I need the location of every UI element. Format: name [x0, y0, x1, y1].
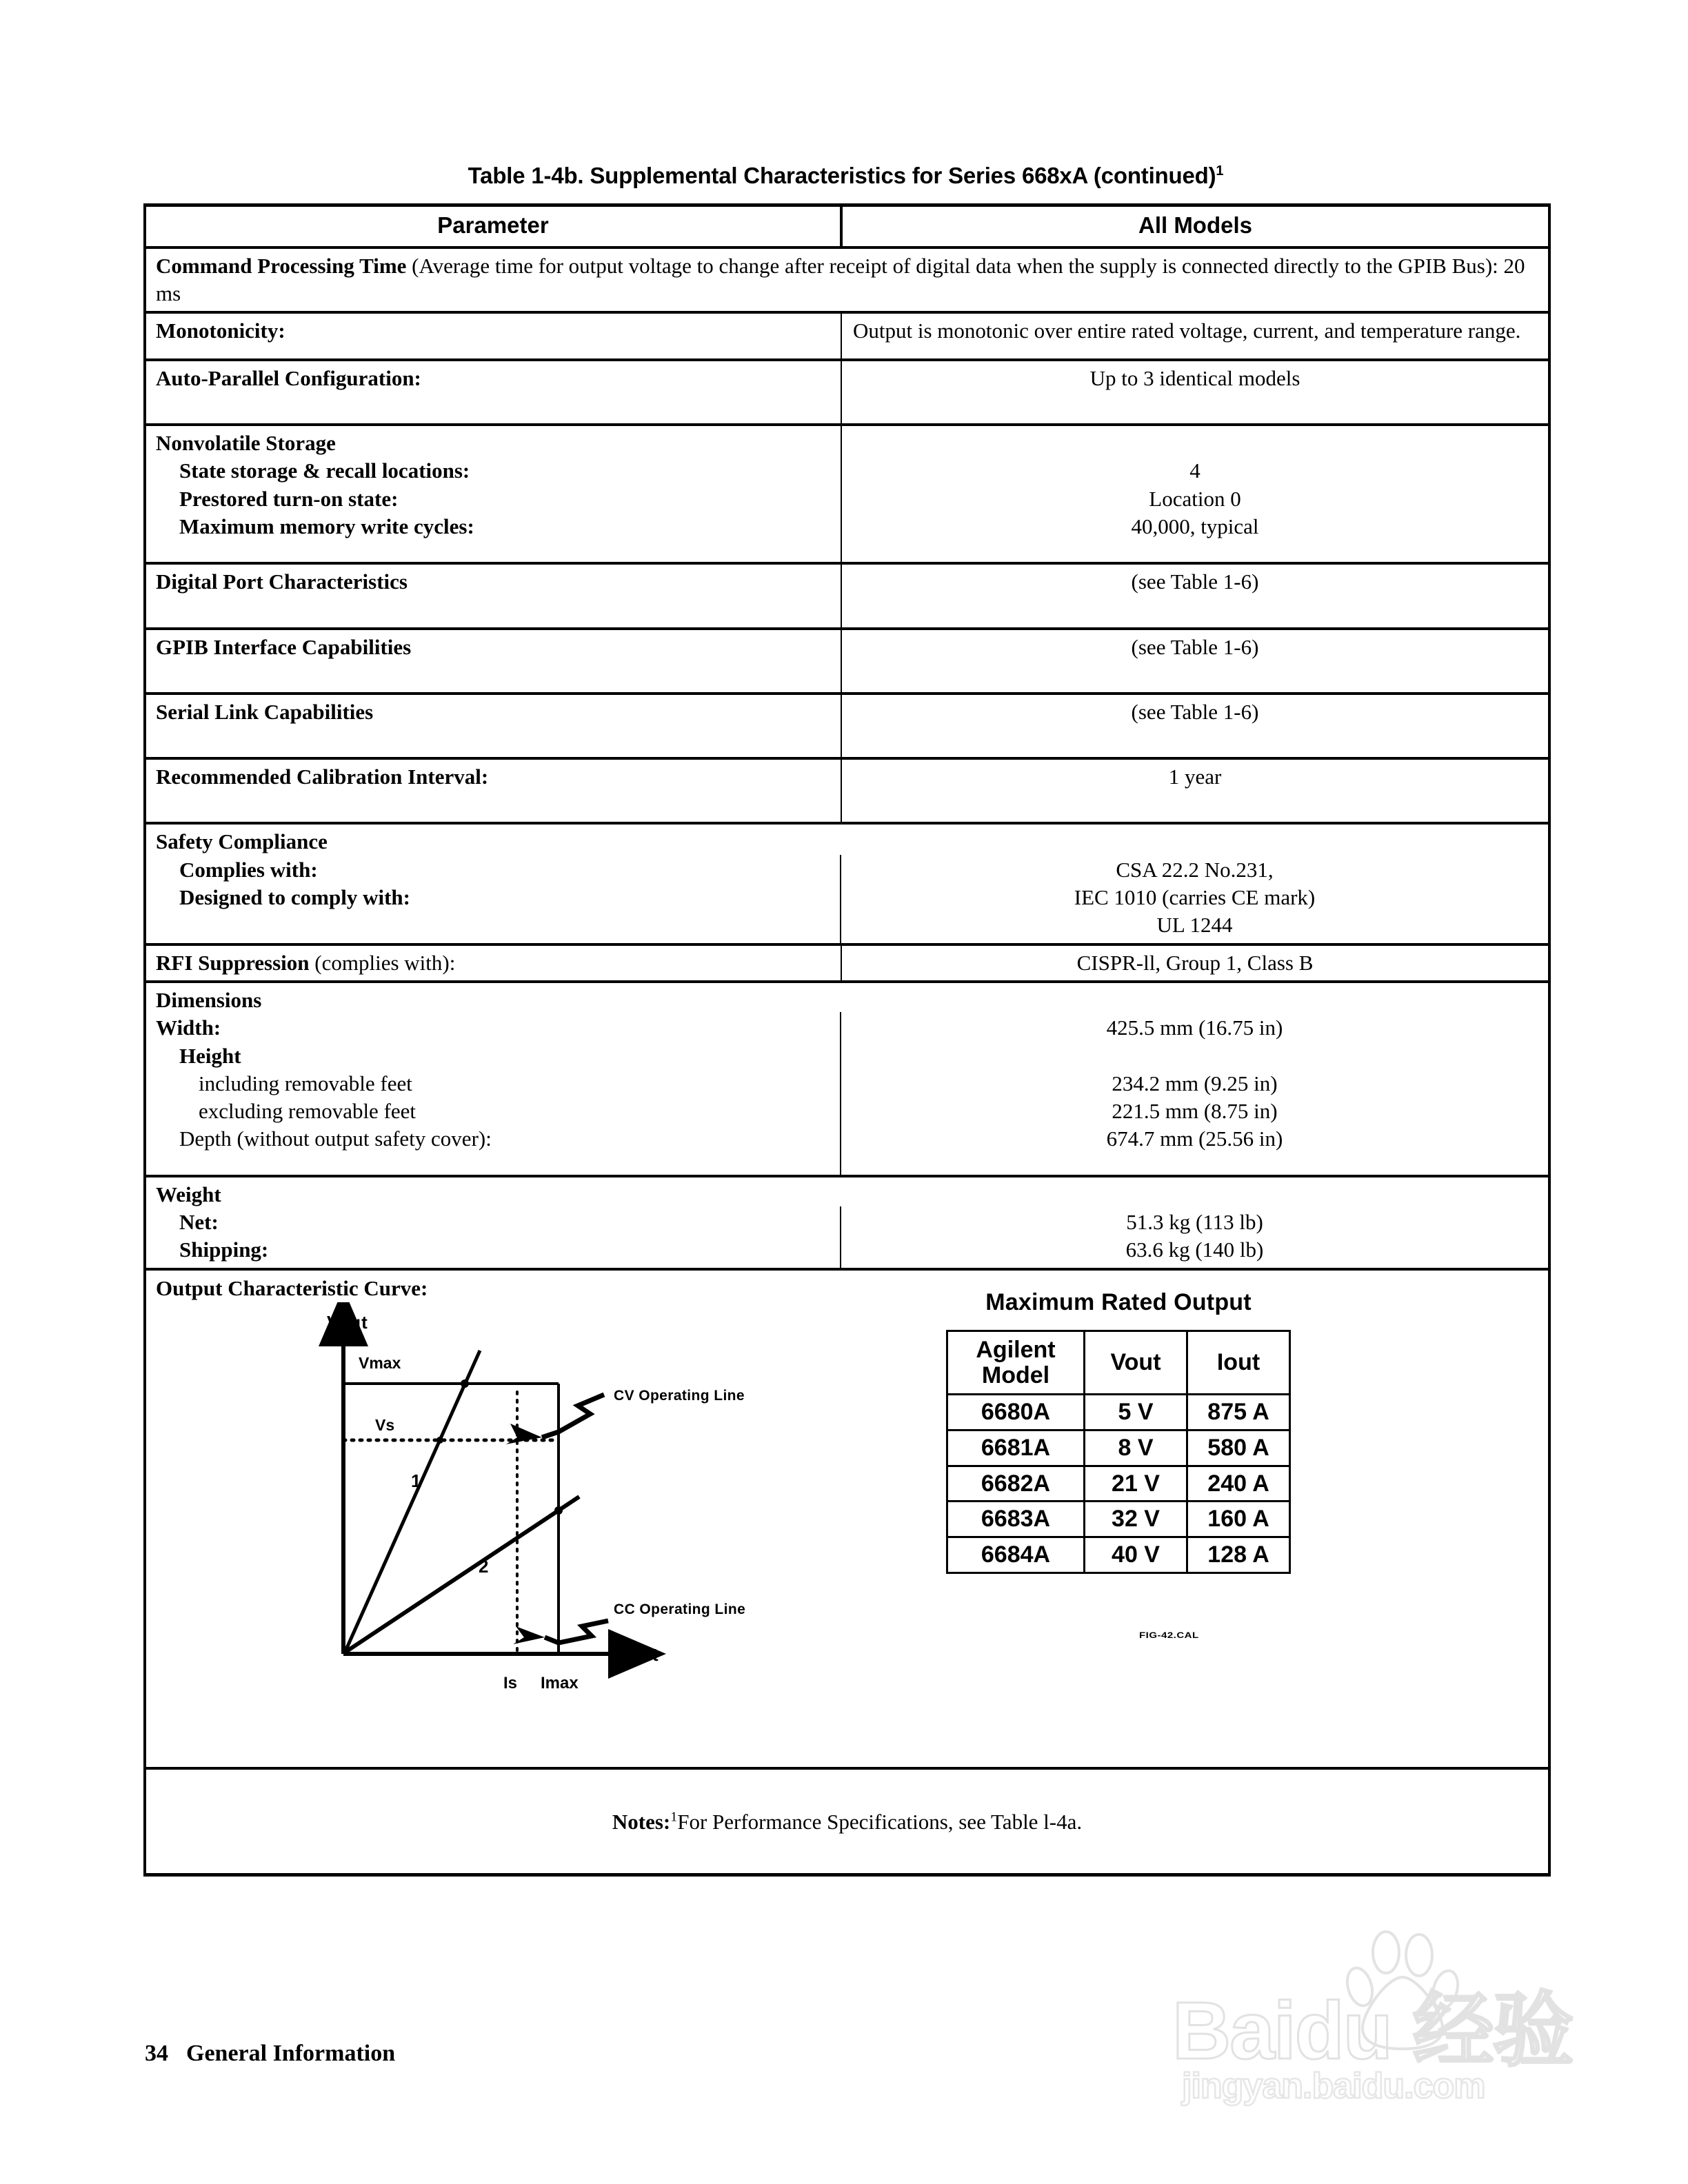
rated-vout: 40 V [1084, 1537, 1187, 1573]
baidu-watermark-url: jingyan.baidu.com [1182, 2066, 1485, 2106]
rated-vout: 8 V [1084, 1430, 1187, 1466]
rated-output-table [946, 1330, 1291, 1574]
row-serial-link-value: (see Table 1-6) [841, 694, 1549, 758]
row-label: GPIB Interface Capabilities [156, 634, 412, 659]
value-line: 51.3 kg (113 lb) [1126, 1210, 1263, 1235]
table-row [145, 1269, 1549, 1768]
rated-vout: 5 V [1084, 1395, 1187, 1430]
table-row [145, 758, 1549, 823]
table-row [145, 694, 1549, 758]
table-row [145, 1768, 1549, 1875]
cc-callout-leader [545, 1621, 608, 1643]
column-header-parameter: Parameter [145, 205, 841, 247]
cell-divider [840, 1012, 841, 1175]
row-serial-link-label [145, 694, 841, 758]
row-weight-label [145, 1176, 841, 1269]
row-text: (complies with): [309, 950, 456, 975]
row-label: Serial Link Capabilities [156, 699, 374, 724]
notes-body: For Performance Specifications, see Table l-4a. [677, 1809, 1083, 1834]
rated-model: 6684A [947, 1537, 1085, 1573]
value-line: UL 1244 [1156, 913, 1233, 938]
figure-label: Output Characteristic Curve: [156, 1275, 428, 1300]
rated-vout: 32 V [1084, 1502, 1187, 1537]
rated-table-row [947, 1502, 1290, 1537]
rated-iout: 128 A [1187, 1537, 1290, 1573]
row-heading: Weight [156, 1182, 221, 1206]
vmax-label: Vmax [359, 1353, 401, 1372]
row-safety-compliance-value [841, 823, 1549, 944]
rated-iout: 580 A [1187, 1430, 1290, 1466]
value-line: 4 [1189, 458, 1200, 483]
row-subitem: Maximum memory write cycles: [179, 514, 474, 538]
table-caption [143, 163, 1548, 189]
intersection-dot-cc [554, 1506, 563, 1515]
x-axis-label: Iout [623, 1644, 659, 1665]
rated-iout: 240 A [1187, 1466, 1290, 1502]
vs-label: Vs [375, 1415, 395, 1434]
row-label: Digital Port Characteristics [156, 569, 408, 594]
rated-header-row [947, 1331, 1290, 1394]
rated-col-iout: Iout [1187, 1331, 1290, 1394]
row-dimensions-label [145, 982, 841, 1176]
row-subitem: including removable feet [199, 1071, 412, 1095]
rated-iout: 160 A [1187, 1502, 1290, 1537]
table-row [145, 563, 1549, 628]
rated-col-model-line2: Model [981, 1362, 1050, 1388]
table-row [145, 247, 1549, 313]
row-heading: Dimensions [156, 987, 262, 1012]
is-label: Is [503, 1673, 518, 1692]
row-safety-compliance-label [145, 823, 841, 944]
value-line: 40,000, typical [1131, 514, 1259, 538]
cell-divider [840, 855, 841, 942]
rated-model: 6681A [947, 1430, 1085, 1466]
value-line: 234.2 mm (9.25 in) [1112, 1071, 1278, 1095]
rated-col-model [947, 1331, 1085, 1394]
table-row [145, 312, 1549, 359]
rated-table-row [947, 1466, 1290, 1502]
rated-model: 6680A [947, 1395, 1085, 1430]
row-subitem: Height [179, 1043, 241, 1068]
page-footer [145, 2041, 395, 2067]
value-line: CSA 22.2 No.231, [1116, 857, 1274, 882]
row-rfi-suppression-label [145, 944, 841, 982]
rated-table-row [947, 1430, 1290, 1466]
row-subitem: Depth (without output safety cover): [179, 1126, 492, 1151]
table-row [145, 944, 1549, 982]
row-label: Auto-Parallel Configuration: [156, 365, 421, 390]
row-label: RFI Suppression [156, 950, 310, 975]
maximum-rated-output-block [901, 1287, 1336, 1574]
rated-table-row [947, 1537, 1290, 1573]
row-monotonicity-value: Output is monotonic over entire rated voltage, current, and temperature range. [841, 312, 1549, 359]
value-line: 425.5 mm (16.75 in) [1106, 1015, 1283, 1040]
row-monotonicity-label [145, 312, 841, 359]
figure-container [146, 1271, 1548, 1767]
row-subitem: Net: [179, 1210, 219, 1235]
supplemental-characteristics-table [143, 203, 1551, 1877]
rated-model: 6683A [947, 1502, 1085, 1537]
row-calibration-interval-label [145, 758, 841, 823]
row-weight-value [841, 1176, 1549, 1269]
rated-col-vout: Vout [1084, 1331, 1187, 1394]
notes-marker: 1 [670, 1809, 678, 1825]
load-line-2-label: 2 [479, 1555, 489, 1577]
row-dimensions-value [841, 982, 1549, 1176]
row-label: Monotonicity: [156, 318, 285, 343]
cc-operating-line-label: CC Operating Line [614, 1601, 746, 1617]
imax-label: Imax [541, 1673, 579, 1692]
notes-text [146, 1808, 1548, 1836]
notes-label: Notes: [612, 1809, 671, 1834]
table-row [145, 425, 1549, 563]
rated-model: 6682A [947, 1466, 1085, 1502]
row-subitem: State storage & recall locations: [179, 458, 470, 483]
row-label: Recommended Calibration Interval: [156, 765, 489, 789]
row-calibration-interval-value: 1 year [841, 758, 1549, 823]
rated-vout: 21 V [1084, 1466, 1187, 1502]
rated-output-title: Maximum Rated Output [985, 1288, 1252, 1315]
row-heading: Nonvolatile Storage [156, 431, 336, 456]
row-subitem: Prestored turn-on state: [179, 486, 399, 511]
cv-operating-line-label: CV Operating Line [614, 1387, 745, 1404]
row-text: (Average time for output voltage to change after receipt of digital data when the supply is connected directly to the GPIB Bus): 20 ms [156, 253, 1525, 306]
load-line-1-label: 1 [411, 1470, 421, 1491]
rated-table-row [947, 1395, 1290, 1430]
row-output-characteristic-curve [145, 1269, 1549, 1768]
table-header-row [145, 205, 1549, 247]
value-line: 674.7 mm (25.56 in) [1106, 1126, 1283, 1151]
row-subitem: Width: [156, 1015, 221, 1040]
value-line: 63.6 kg (140 lb) [1125, 1237, 1264, 1262]
y-axis-label: Vout [327, 1311, 368, 1333]
value-line: Location 0 [1149, 486, 1241, 511]
row-auto-parallel-value: Up to 3 identical models [841, 360, 1549, 425]
row-subitem: Designed to comply with: [179, 885, 410, 910]
row-rfi-suppression-value: CISPR-ll, Group 1, Class B [841, 944, 1549, 982]
baidu-paw-icon [1332, 1923, 1470, 2054]
row-label: Command Processing Time [156, 253, 407, 278]
row-digital-port-value: (see Table 1-6) [841, 563, 1549, 628]
baidu-watermark-brand: Baidu 经验 [1172, 1985, 1573, 2076]
table-row [145, 1176, 1549, 1269]
table-row [145, 629, 1549, 694]
intersection-dot-vs [436, 1437, 443, 1444]
row-subitem: excluding removable feet [199, 1099, 416, 1124]
table-caption-text: Table 1-4b. Supplemental Characteristics for Series 668xA (continued) [468, 163, 1216, 188]
intersection-dot-cv [461, 1379, 469, 1388]
rated-col-model-line1: Agilent [976, 1336, 1056, 1363]
rated-iout: 875 A [1187, 1395, 1290, 1430]
row-nonvolatile-storage-label [145, 425, 841, 563]
figure-reference-code: FIG-42.CAL [1139, 1630, 1199, 1640]
column-header-all-models: All Models [841, 205, 1549, 247]
row-subitem: Complies with: [179, 857, 318, 882]
row-auto-parallel-label [145, 360, 841, 425]
row-command-processing-time [145, 247, 1549, 313]
value-line: IEC 1010 (carries CE mark) [1074, 885, 1316, 910]
cv-callout-leader [542, 1395, 604, 1437]
row-subitem: Shipping: [179, 1237, 269, 1262]
output-characteristic-graph [302, 1302, 785, 1716]
row-heading: Safety Compliance [156, 829, 328, 854]
footer-section-title: General Information [186, 2041, 396, 2066]
row-nonvolatile-storage-value [841, 425, 1549, 563]
table-row [145, 823, 1549, 944]
row-gpib-label [145, 629, 841, 694]
page-number: 34 [145, 2041, 168, 2066]
row-notes [145, 1768, 1549, 1875]
notes-container [146, 1770, 1548, 1873]
table-row [145, 982, 1549, 1176]
row-digital-port-label [145, 563, 841, 628]
row-gpib-value: (see Table 1-6) [841, 629, 1549, 694]
value-line: 221.5 mm (8.75 in) [1112, 1099, 1278, 1124]
cell-divider [840, 1206, 841, 1268]
baidu-watermark [1172, 1923, 1655, 2123]
table-caption-footnote-marker: 1 [1216, 163, 1224, 179]
table-row [145, 360, 1549, 425]
cc-callout-arrow [513, 1626, 545, 1644]
